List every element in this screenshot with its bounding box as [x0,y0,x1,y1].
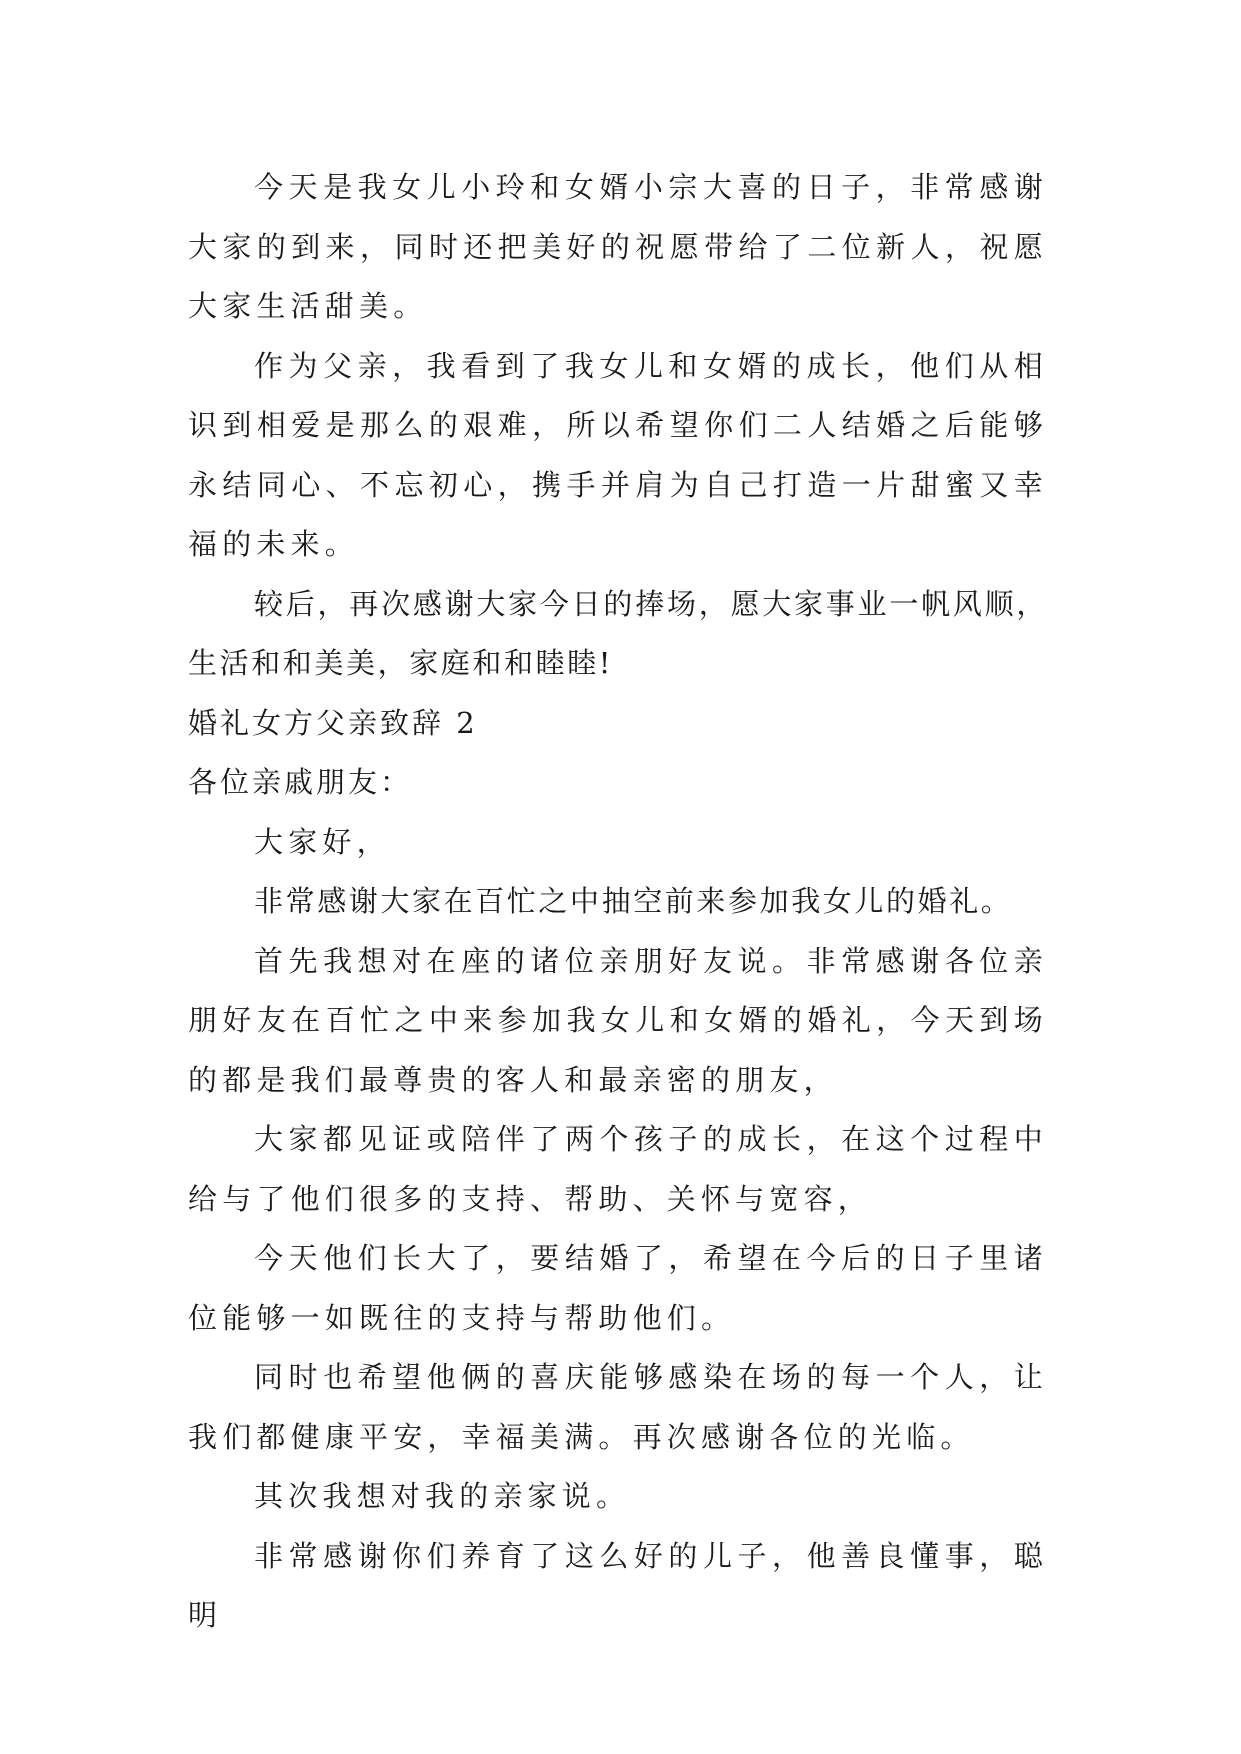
salutation: 各位亲戚朋友： [188,765,413,799]
paragraph-6: 首先我想对在座的诸位亲朋好友说。非常感谢各位亲朋好友在百忙之中来参加我女儿和女婿的婚礼，今天到场的都是我们最尊贵的客人和最亲密的朋友， [188,943,1048,1097]
paragraph-3: 较后，再次感谢大家今日的捧场，愿大家事业一帆风顺，生活和和美美，家庭和和睦睦! [188,586,1048,680]
paragraph-11: 非常感谢你们养育了这么好的儿子，他善良懂事，聪明 [188,1538,1048,1632]
paragraph-7: 大家都见证或陪伴了两个孩子的成长，在这个过程中给与了他们很多的支持、帮助、关怀与宽容， [188,1122,1048,1216]
section-title: 婚礼女方父亲致辞 2 [188,705,478,740]
paragraph-2: 作为父亲，我看到了我女儿和女婿的成长，他们从相识到相爱是那么的艰难，所以希望你们二人结婚之后能够永结同心、不忘初心，携手并肩为自己打造一片甜蜜又幸福的未来。 [188,348,1048,561]
paragraph-1: 今天是我女儿小玲和女婿小宗大喜的日子，非常感谢大家的到来，同时还把美好的祝愿带给了二位新人，祝愿大家生活甜美。 [188,170,1048,323]
paragraph-10: 其次我想对我的亲家说。 [254,1479,631,1513]
document-body [188,158,1048,1646]
paragraph-4: 大家好， [254,824,391,859]
paragraph-8: 今天他们长大了，要结婚了，希望在今后的日子里诸位能够一如既往的支持与帮助他们。 [188,1241,1048,1335]
paragraph-5: 非常感谢大家在百忙之中抽空前来参加我女儿的婚礼。 [254,884,1013,918]
paragraph-9: 同时也希望他俩的喜庆能够感染在场的每一个人，让我们都健康平安，幸福美满。再次感谢各位的光临。 [188,1360,1048,1454]
